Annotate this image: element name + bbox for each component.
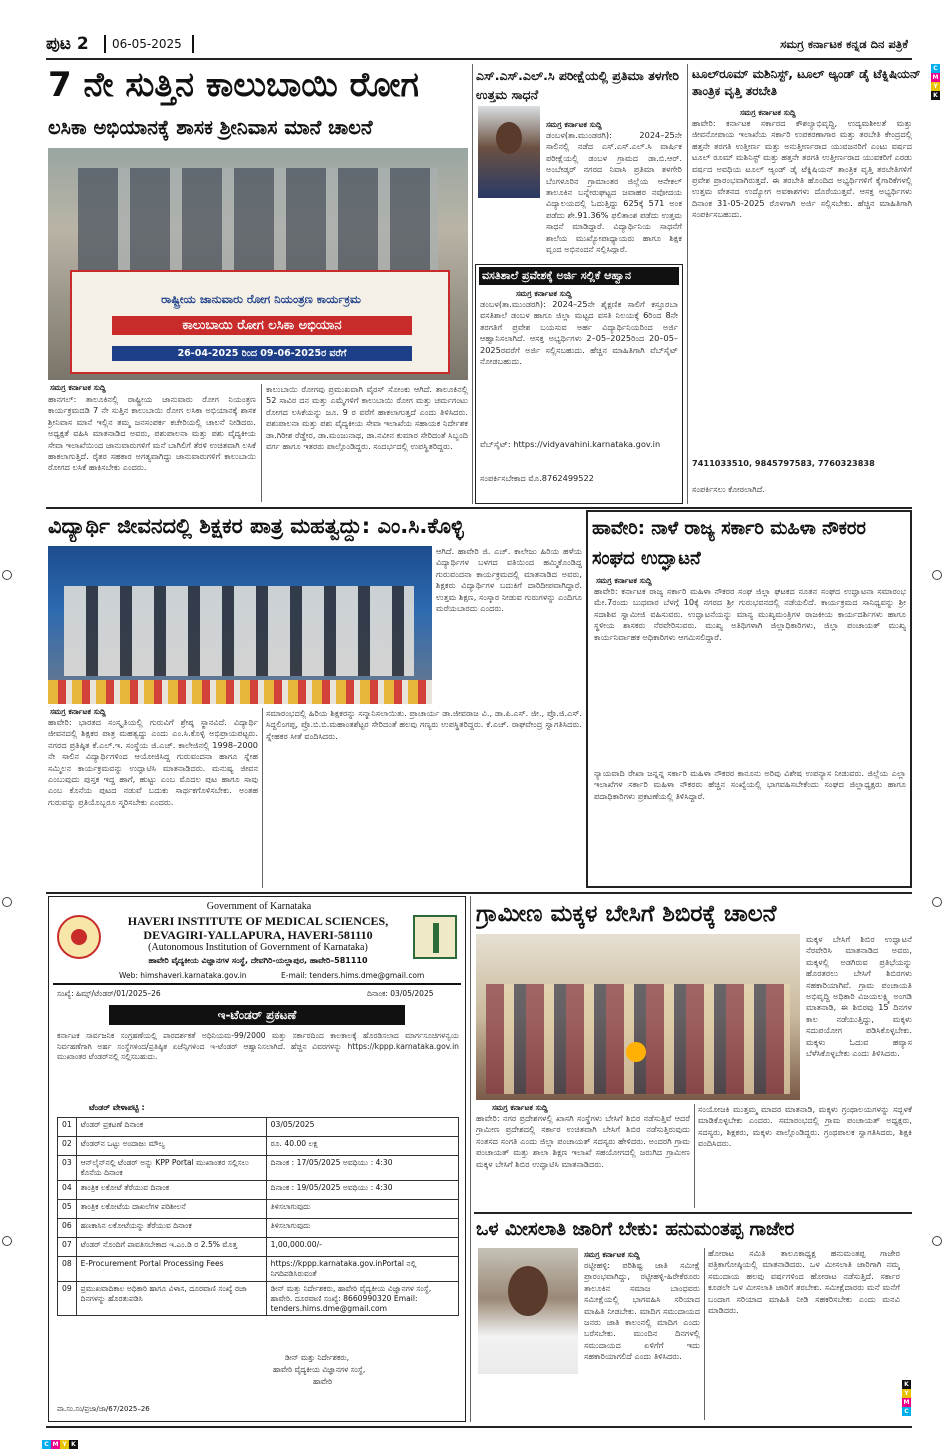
table-cell-no: 09 <box>58 1282 77 1316</box>
hostel-body: ಡಂಬಳ(ತಾ.ಮುಂಡರಗಿ): 2024–25ನೇ ಶೈಕ್ಷಣಿಕ ಸಾಲಿಗೆ ಕಸ್ತೂರಬಾ ವಸತಿಶಾಲೆ ಡಂಬಳ ಹಾಗೂ ಜಿಲ್ಲಾ ಮಟ್ಟದ ವಸತಿ ನಿಲಯಕ್ಕೆ 6ರಿಂದ 8ನೇ ತರಗತಿಗೆ ಪ್ರವೇಶ ಬಯಸುವ ಅರ್ಹ ವಿದ್ಯಾರ್ಥಿನಿಯರಿಂದ ಅರ್ಜಿ ಆಹ್ವಾನಿಸಲಾಗಿದೆ. ಆಸಕ್ತ ಅಭ್ಯರ್ಥಿಗಳು 2–05–2025ರಿಂದ 20–05–2025ರವರೆಗೆ ಅರ್ಜಿ ಸಲ್ಲಿಸಬಹುದು. ಹೆಚ್ಚಿನ ಮಾಹಿತಿಗಾಗಿ ವೆಬ್‌ಸೈಟ್ ನೋಡಬಹುದು. <box>480 299 678 367</box>
tender-sign3: ಹಾವೇರಿ <box>313 1377 333 1386</box>
women-story-box <box>586 510 912 888</box>
flower-decor <box>48 680 432 704</box>
camp-side-col: ಮಕ್ಕಳ ಬೇಸಿಗೆ ಶಿಬಿರ ಉದ್ಘಾಟನೆ ನೆರವೇರಿಸಿ ಮಾತನಾಡಿದ ಅವರು, ಮಕ್ಕಳಲ್ಲಿ ಅಡಗಿರುವ ಪ್ರತಿಭೆಯನ್ನು ಹೊರತರಲು ಬೇಸಿಗೆ ಶಿಬಿರಗಳು ಸಹಕಾರಿಯಾಗಿವೆ. ಗ್ರಾಮ ಪಂಚಾಯತಿ ಅಭಿವೃದ್ಧಿ ಅಧಿಕಾರಿ ವಿಜಯಲಕ್ಷ್ಮಿ ಅಂಗಡಿ ಮಾತನಾಡಿ, ಈ ಶಿಬಿರವು 15 ದಿನಗಳ ಕಾಲ ನಡೆಯುತ್ತಿದ್ದು, ಮಕ್ಕಳು ಸದುಪಯೋಗ ಪಡಿಸಿಕೊಳ್ಳಬೇಕು. ಮಕ್ಕಳು ಓದುವ ಹವ್ಯಾಸ ಬೆಳೆಸಿಕೊಳ್ಳಬೇಕು ಎಂದು ತಿಳಿಸಿದರು. <box>806 934 912 1059</box>
teacher-right-col: ಆಗಿದೆ. ಹಾವೇರಿ ಜಿ. ಎಚ್. ಕಾಲೇಜು ಹಿರಿಯ ಹಳೆಯ ವಿದ್ಯಾರ್ಥಿಗಳ ಬಳಗದ ವತಿಯಿಂದ ಹಮ್ಮಿಕೊಂಡಿದ್ದ ಗುರುವಂದನಾ ಕಾರ್ಯಕ್ರಮದಲ್ಲಿ ಮಾತನಾಡಿದ ಅವರು, ಶಿಕ್ಷಕರು ವಿದ್ಯಾರ್ಥಿಗಳ ಬದುಕಿಗೆ ದಾರಿದೀಪವಾಗಿದ್ದಾರೆ. ಉತ್ತಮ ಶಿಕ್ಷಣ, ಸಂಸ್ಕಾರ ನೀಡುವ ಗುರುಗಳನ್ನು ಎಂದಿಗೂ ಮರೆಯಬಾರದು ಎಂದರು. <box>436 546 582 614</box>
table-row <box>58 1219 459 1238</box>
tender-web[interactable]: Web: himshaveri.karnataka.gov.in <box>119 971 247 980</box>
banner-subtitle: ಕಾಲುಬಾಯಿ ರೋಗ ಲಸಿಕಾ ಅಭಿಯಾನ <box>112 316 412 335</box>
hostel-headline: ವಸತಿಶಾಲೆ ಪ್ರವೇಶಕ್ಕೆ ಅರ್ಜಿ ಸಲ್ಲಿಕೆ ಆಹ್ವಾನ <box>479 267 679 285</box>
lamp-flame <box>626 1042 646 1062</box>
page-bottom-rule <box>46 1426 912 1428</box>
teacher-body2: ಸಮಾರಂಭದಲ್ಲಿ ಹಿರಿಯ ಶಿಕ್ಷಕರನ್ನು ಸನ್ಮಾನಿಸಲಾಯಿತು. ಪ್ರಾಚಾರ್ಯ ಡಾ.ಜೀವರಾಜ ವಿ., ಡಾ.ಪಿ.ಎಸ್. ಜೀ., ಪ್ರೊ.ಜಿ.ಎಸ್. ಸಿದ್ದಲಿಂಗಪ್ಪ, ಪ್ರೊ.ಬಿ.ಬಿ.ಮಹಾಂತಶೆಟ್ಟರ ಸೇರಿದಂತೆ ಹಲವು ಗಣ್ಯರು ಉಪಸ್ಥಿತರಿದ್ದರು. ಕೆ.ಎಚ್. ರಾಘವೇಂದ್ರ ಸ್ವಾಗತಿಸಿದರು. ಸ್ನೇಹಕರ ಸೀತೆ ವಂದಿಸಿದರು. <box>266 708 582 741</box>
hostel-notice-box <box>475 264 683 504</box>
banner-title: ರಾಷ್ಟ್ರೀಯ ಜಾನುವಾರು ರೋಗ ನಿಯಂತ್ರಣ ಕಾರ್ಯಕ್ರಮ <box>161 292 361 306</box>
camp-headline: ಗ್ರಾಮೀಣ ಮಕ್ಕಳ ಬೇಸಿಗೆ ಶಿಬಿರಕ್ಕೆ ಚಾಲನೆ <box>476 901 777 927</box>
tender-gov-line: Government of Karnataka <box>206 901 312 912</box>
table-cell-item: ಟೆಂಡರ್‌ನ ಒಟ್ಟು ಅಂದಾಜು ಮೌಲ್ಯ <box>76 1137 266 1156</box>
lead-body-col1: ಹಾನಗಲ್: ತಾಲೂಕಿನಲ್ಲಿ ರಾಷ್ಟ್ರೀಯ ಜಾನುವಾರು ರೋಗ ನಿಯಂತ್ರಣ ಕಾರ್ಯಕ್ರಮದಡಿ 7 ನೇ ಸುತ್ತಿನ ಕಾಲುಬಾಯಿ ರೋಗ ಲಸಿಕಾ ಅಭಿಯಾನಕ್ಕೆ ಶಾಸಕ ಶ್ರೀನಿವಾಸ ಮಾನೆ ಇಲ್ಲಿನ ತಮ್ಮ ಜನಸಂಪರ್ಕ ಕಚೇರಿಯಲ್ಲಿ ಚಾಲನೆ ನೀಡಿದರು. ಅಧ್ಯಕ್ಷತೆ ವಹಿಸಿ ಮಾತನಾಡಿದ ಅವರು, ಪಶುಪಾಲನಾ ಮತ್ತು ಪಶು ವೈದ್ಯಕೀಯ ಸೇವಾ ಇಲಾಖೆಯಿಂದ ಜಾನುವಾರುಗಳಿಗೆ ಮನೆ ಬಾಗಿಲಿಗೆ ತೆರಳಿ ಉಚಿತವಾಗಿ ಲಸಿಕೆ ಹಾಕಲಾಗುತ್ತಿದೆ. ರೈತರ ಸಹಕಾರ ಅಗತ್ಯವಾಗಿದ್ದು ಜಾನುವಾರುಗಳಿಗೆ ಕಾಲುಬಾಯಿ ರೋಗದ ಲಸಿಕೆ ಹಾಕಿಸಬೇಕು ಎಂದರು. <box>48 394 256 473</box>
cmyk-strip-bottom: C M Y K <box>42 1440 78 1449</box>
tender-inst-line3: (Autonomous Institution of Government of Karnataka) <box>148 942 368 953</box>
hostel-link[interactable]: ವೆಬ್‌ಸೈಟ್: https://vidyavahini.karnataka.gov.in <box>480 439 661 449</box>
tender-ref: ಸಂಖ್ಯೆ: ಹಿಮ್ಸ್/ಟೆಂಡರ್/01/2025–26 <box>57 989 161 998</box>
camp-body: ಹಾವೇರಿ: ನಗರ ಪ್ರದೇಶಗಳಲ್ಲಿ ಖಾಸಗಿ ಸಂಸ್ಥೆಗಳು ಬೇಸಿಗೆ ಶಿಬಿರ ನಡೆಸುತ್ತಿವೆ ಆದರೆ ಗ್ರಾಮೀಣ ಪ್ರದೇಶದಲ್ಲಿ ಸರ್ಕಾರ ಉಚಿತವಾಗಿ ಬೇಸಿಗೆ ಶಿಬಿರ ನಡೆಸುತ್ತಿರುವುದು ಸಂತಸದ ಸಂಗತಿ ಎಂದು ಜಿಲ್ಲಾ ಪಂಚಾಯತ್ ಸದಸ್ಯರು ಹೇಳಿದರು. ಅಂದರಗಿ ಗ್ರಾಮ ಪಂಚಾಯತ್ ಮತ್ತು ಶಾಲಾ ಶಿಕ್ಷಣ ಇಲಾಖೆ ಸಹಯೋಗದಲ್ಲಿ ಜರುಗಿದ ಗ್ರಾಮೀಣ ಮಕ್ಕಳ ಬೇಸಿಗೆ ಶಿಬಿರ ಉದ್ಘಾಟಿಸಿ ಮಾತನಾಡಿದರು. <box>476 1113 690 1169</box>
table-cell-val: ತಿಳಿಸಲಾಗುವುದು <box>266 1200 458 1219</box>
table-row <box>58 1200 459 1219</box>
table-cell-item: ಪ್ರಮುಖವಾದಿಕಾಲ ಅಧಿಕಾರಿ ಹಾಗೂ ವಿಳಾಸ, ದೂರವಾಣಿ ಸಂಖ್ಯೆ ರಜಾ ದಿನಗಳನ್ನು ಹೊರತುಪಡಿಸಿ <box>76 1282 266 1316</box>
table-cell-val: https://kppp.karnataka.gov.inPortal ನಲ್ಲಿ ನಿಗದಿಪಡಿಸಿರುವಂತೆ <box>266 1257 458 1282</box>
column-divider <box>262 708 263 888</box>
tender-schedule-label: ಟೆಂಡರ್ ವೇಳಾಪಟ್ಟಿ : <box>89 1103 145 1112</box>
toolroom-headline: ಟೂಲ್‌ರೂಮ್ ಮಶಿನಿಸ್ಟ್, ಟೂಲ್ ಅ್ಯಂಡ್ ಡೈ ಟೆಕ್ನಿಷಿಯನ್ ತಾಂತ್ರಿಕ ವೃತ್ತಿ ತರಬೇತಿ <box>692 67 921 98</box>
quota-portrait <box>478 1248 578 1374</box>
table-row <box>58 1118 459 1137</box>
tender-ad <box>48 896 466 1422</box>
table-cell-no: 08 <box>58 1257 77 1282</box>
section-rule <box>46 892 912 894</box>
tender-sign1: ಡೀನ್ ಮತ್ತು ನಿರ್ದೇಶಕರು, <box>285 1353 349 1362</box>
karnataka-emblem <box>57 915 101 959</box>
quota-headline: ಒಳ ಮೀಸಲಾತಿ ಜಾರಿಗೆ ಬೇಕು: ಹನುಮಂತಪ್ಪ ಗಾಜೇರ <box>476 1219 795 1240</box>
women-headline: ಹಾವೇರಿ: ನಾಳೆ ರಾಜ್ಯ ಸರ್ಕಾರಿ ಮಹಿಳಾ ನೌಕರರ ಸಂಘದ ಉದ್ಘಾಟನೆ <box>592 518 866 569</box>
hostel-contact: ಸಂಪರ್ಕಿಸಬೇಕಾದ ಮೊ.8762499522 <box>480 473 594 483</box>
tender-schedule-table <box>57 1117 459 1316</box>
tender-table-wrap <box>57 1117 459 1316</box>
registration-mark <box>932 570 942 580</box>
table-row <box>58 1257 459 1282</box>
table-row <box>58 1282 459 1316</box>
teacher-body: ಹಾವೇರಿ: ಭಾರತದ ಸಂಸ್ಕೃತಿಯಲ್ಲಿ ಗುರುವಿಗೆ ಶ್ರೇಷ್ಠ ಸ್ಥಾನವಿದೆ. ವಿದ್ಯಾರ್ಥಿ ಜೀವನದಲ್ಲಿ ಶಿಕ್ಷಕರ ಪಾತ್ರ ಮಹತ್ವದ್ದು ಎಂದು ಎಂ.ಸಿ.ಕೊಳ್ಳಿ ಅಭಿಪ್ರಾಯಪಟ್ಟರು. ನಗರದ ಪ್ರತಿಷ್ಠಿತ ಕೆ.ಎಲ್.ಇ. ಸಂಸ್ಥೆಯ ಜಿ.ಎಚ್. ಕಾಲೇಜಿನಲ್ಲಿ 1998–2000 ನೇ ಸಾಲಿನ ವಿದ್ಯಾರ್ಥಿಗಳಿಂದ ಆಯೋಜಿಸಿದ್ದ ಗುರುವಂದನಾ ಹಾಗೂ ಸ್ನೇಹ ಸಮ್ಮಿಲನ ಕಾರ್ಯಕ್ರಮವನ್ನು ಉದ್ಘಾಟಿಸಿ ಮಾತನಾಡಿದರು. ಮನುಷ್ಯ ಜೀವನ ಎಂಬುವುದು ಪುಸ್ತಕ ಇದ್ದ ಹಾಗೆ, ಹುಟ್ಟು ಎಂಬ ಮೊದಲ ಪುಟ ಹಾಗೂ ಸಾವು ಎಂಬ ಕೊನೆಯ ಪುಟದ ನಡುವೆ ಬದುಕು ಸಾರ್ಥಕಗೊಳಿಸಬೇಕು. ಅಂತಹ ಗುರುವನ್ನು ಪ್ರತಿಯೊಬ್ಬರೂ ಸ್ಮರಿಸಬೇಕು ಎಂದರು. <box>48 717 258 807</box>
table-cell-item: ಟೆಂಡರ್ ನೊಂದಿಗೆ ಪಾವತಿಸಬೇಕಾದ ಇ.ಎಂ.ಡಿ ರ 2.5% ಮೊತ್ತ <box>76 1238 266 1257</box>
column-divider <box>472 64 473 504</box>
cmyk-strip-top: C M Y K <box>932 65 939 99</box>
lead-headline: 7 ನೇ ಸುತ್ತಿನ ಕಾಲುಬಾಯಿ ರೋಗ <box>48 65 419 105</box>
tender-email[interactable]: E-mail: tenders.hims.dme@gmail.com <box>281 971 425 980</box>
table-cell-val: 03/05/2025 <box>266 1118 458 1137</box>
table-cell-no: 06 <box>58 1219 77 1238</box>
column-divider <box>261 384 262 502</box>
tender-sign2: ಹಾವೇರಿ ವೈದ್ಯಕೀಯ ವಿಜ್ಞಾನಗಳ ಸಂಸ್ಥೆ, <box>273 1365 366 1374</box>
banner-dates: 26-04-2025 ರಿಂದ 09-06-2025ರ ವರೆಗೆ <box>112 346 412 361</box>
column-divider <box>704 1248 705 1420</box>
quota-byline: ಸಮಗ್ರ ಕರ್ನಾಟಕ ಸುದ್ದಿ <box>584 1250 640 1259</box>
table-cell-no: 07 <box>58 1238 77 1257</box>
tender-inst-kn: ಹಾವೇರಿ ವೈದ್ಯಕೀಯ ವಿಜ್ಞಾನಗಳ ಸಂಸ್ಥೆ, ದೇವಗಿರಿ-ಯಲ್ಲಾಪುರ, ಹಾವೇರಿ–581110 <box>148 956 368 965</box>
section-rule <box>474 1212 912 1214</box>
table-cell-no: 03 <box>58 1156 77 1181</box>
toolroom-body: ಹಾವೇರಿ: ಕರ್ನಾಟಕ ಸರ್ಕಾರದ ಕೌಶಲ್ಯಾಭಿವೃದ್ಧಿ, ಉದ್ಯಮಶೀಲತೆ ಮತ್ತು ಜೀವನೋಪಾಯ ಇಲಾಖೆಯ ಸರ್ಕಾರಿ ಉಪಕರಣಾಗಾರ ಮತ್ತು ತರಬೇತಿ ಕೇಂದ್ರದಲ್ಲಿ ಹತ್ತನೇ ತರಗತಿ ಉತ್ತೀರ್ಣ ಮತ್ತು ಅನುತ್ತೀರ್ಣರಾದ ಯುವಜನರಿಗೆ ಎಂಟು ವರ್ಷದ ಟೂಲ್ ರೂಮ್ ಮಶಿನಿಸ್ಟ್ ಮತ್ತು ಹತ್ತನೇ ತರಗತಿ ಉತ್ತೀರ್ಣರಾದ ಯುವಕರಿಗೆ ಎರಡು ವರ್ಷದ ಅವಧಿಯ ಟೂಲ್ ಆ್ಯಂಡ್ ಡೈ ಟೆಕ್ನಿಷಿಯನ್ ತಾಂತ್ರಿಕ ವೃತ್ತಿ ತರಬೇತಿಗಳಿಗೆ ಪ್ರವೇಶ ಪ್ರಾರಂಭವಾಗಿರುತ್ತದೆ. ಈ ತರಬೇತಿ ಹೊಂದಿದ ಅಭ್ಯರ್ಥಿಗಳಿಗೆ ಕೈಗಾರಿಕೆಗಳಲ್ಲಿ ಉತ್ತಮ ವೇತನದ ಉದ್ಯೋಗ ಅವಕಾಶಗಳು ದೊರೆಯುತ್ತವೆ. ಆಸಕ್ತ ಅಭ್ಯರ್ಥಿಗಳು ದಿನಾಂಕ 31-05-2025 ರೊಳಗಾಗಿ ಅರ್ಜಿ ಸಲ್ಲಿಸಬೇಕು. ಹೆಚ್ಚಿನ ಮಾಹಿತಿಗಾಗಿ ಸಂಪರ್ಕಿಸಬಹುದು. <box>692 118 912 220</box>
stage-people <box>64 586 414 676</box>
registration-mark <box>2 570 12 580</box>
masthead-divider <box>104 35 106 53</box>
camp-photo <box>476 934 800 1100</box>
hostel-byline: ಸಮಗ್ರ ಕರ್ನಾಟಕ ಸುದ್ದಿ <box>516 289 572 298</box>
table-cell-val: ದಿನಾಂಕ : 19/05/2025 ಅವಧಿಯು : 4:30 <box>266 1181 458 1200</box>
lead-body-col2: ಕಾಲುಬಾಯಿ ರೋಗವು ಪ್ರಮುಖವಾಗಿ ವೈರಸ್ ಸೋಂಕು ಆಗಿದೆ. ತಾಲೂಕಿನಲ್ಲಿ 52 ಸಾವಿರ ದನ ಮತ್ತು ಎಮ್ಮೆಗಳಿಗೆ ಕಾಲುಬಾಯಿ ರೋಗ ಮತ್ತು ಚರ್ಮಗಂಟು ರೋಗದ ಲಸಿಕೆಯನ್ನು ಜೂ. 9 ರ ವರೆಗೆ ಹಾಕಲಾಗುತ್ತದೆ ಎಂದು ತಿಳಿಸಿದರು. ಪಶುಪಾಲನಾ ಮತ್ತು ಪಶು ವೈದ್ಯಕೀಯ ಸೇವಾ ಇಲಾಖೆಯ ಸಹಾಯಕ ನಿರ್ದೇಶಕ ಡಾ.ಗಿರೀಶ ರೆಡ್ಡೇರ, ಡಾ.ಮಂಜುನಾಥ, ಡಾ.ನವೀನ ಕುಮಾರ ಸೇರಿದಂತೆ ಸಿಬ್ಬಂದಿ ವರ್ಗ ಹಾಗೂ ಇತರರು ಪಾಲ್ಗೊಂಡಿದ್ದರು. ಸಂದರ್ಭದಲ್ಲಿ ಉಪಸ್ಥಿತರಿದ್ದರು. <box>266 384 468 452</box>
masthead <box>46 34 912 56</box>
table-cell-val: ದಿನಾಂಕ : 17/05/2025 ಅವಧಿಯು : 4:30 <box>266 1156 458 1181</box>
tender-title: ಇ-ಟೆಂಡರ್ ಪ್ರಕಟಣೆ <box>109 1005 405 1025</box>
sslc-body: ಡಂಬಳ(ತಾ.ಮುಂಡರಗಿ): 2024–25ನೇ ಸಾಲಿನಲ್ಲಿ ನಡೆದ ಎಸ್.ಎಸ್.ಎಲ್.ಸಿ ವಾರ್ಷಿಕ ಪರೀಕ್ಷೆಯಲ್ಲಿ ಡಂಬಳ ಗ್ರಾಮದ ಡಾ.ಬಿ.ಆರ್. ಅಂಬೇಡ್ಕರ್ ನಗರದ ನಿವಾಸಿ ಪ್ರತಿಮಾ ತಳಗೇರಿ ಬೆಂಗಳೂರಿನ ಗ್ರಾಮಾಂತರ ಜಿಲ್ಲೆಯ ಆನೇಕಲ್ ತಾಲೂಕಿನ ಬನ್ನೇರುಘಟ್ಟದ ಜವಾಹರ ನವೋದಯ ವಿದ್ಯಾಲಯದಲ್ಲಿ ಓದುತ್ತಿದ್ದು 625ಕ್ಕೆ 571 ಅಂಕ ಪಡೆದು ಶೇ.91.36% ಫಲಿತಾಂಶ ಪಡೆದು ಉತ್ತಮ ಸಾಧನೆ ಮಾಡಿದ್ದಾರೆ. ವಿದ್ಯಾರ್ಥಿನಿಯ ಸಾಧನೆಗೆ ಶಾಲೆಯ ಮುಖ್ಯೋಪಾಧ್ಯಾಯರು ಹಾಗೂ ಶಿಕ್ಷಕ ವೃಂದ ಅಭಿನಂದನೆ ಸಲ್ಲಿಸಿದ್ದಾರೆ. <box>546 130 682 254</box>
column-divider <box>470 896 471 1422</box>
teacher-byline: ಸಮಗ್ರ ಕರ್ನಾಟಕ ಸುದ್ದಿ <box>50 707 106 716</box>
face <box>496 122 522 154</box>
lead-subheadline: ಲಸಿಕಾ ಅಭಿಯಾನಕ್ಕೆ ಶಾಸಕ ಶ್ರೀನಿವಾಸ ಮಾನೆ ಚಾಲನೆ <box>48 116 373 139</box>
cmyk-strip-bottom-right: K Y M C <box>903 1381 910 1415</box>
paper-name: ಸಮಗ್ರ ಕರ್ನಾಟಕ ಕನ್ನಡ ದಿನ ಪತ್ರಿಕೆ <box>780 37 908 51</box>
sslc-body-wide <box>478 200 542 254</box>
quota-col1: ರಟ್ಟೀಹಳ್ಳಿ: ಪರಿಶಿಷ್ಟ ಜಾತಿ ಸಮೀಕ್ಷೆ ಪ್ರಾರಂಭವಾಗಿದ್ದು, ರಟ್ಟೀಹಳ್ಳಿ-ಹಿರೇಕೆರೂರು ತಾಲೂಕಿನ ಸಮಾಜ ಬಾಂಧವರು ಸಮೀಕ್ಷೆಯಲ್ಲಿ ಭಾಗವಹಿಸಿ ಸರಿಯಾದ ಮಾಹಿತಿ ನೀಡಬೇಕು. ಮಾದಿಗ ಸಮುದಾಯದ ಜನರು ಜಾತಿ ಕಾಲಂನಲ್ಲಿ ಮಾದಿಗ ಎಂದು ಬರೆಸಬೇಕು. ಮುಂದಿನ ದಿನಗಳಲ್ಲಿ ಸಮುದಾಯದ ಏಳಿಗೆಗೆ ಇದು ಸಹಕಾರಿಯಾಗಲಿದೆ ಎಂದು ತಿಳಿಸಿದರು. <box>584 1260 700 1362</box>
sslc-byline: ಸಮಗ್ರ ಕರ್ನಾಟಕ ಸುದ್ದಿ <box>546 120 602 129</box>
table-row <box>58 1238 459 1257</box>
masthead-divider <box>192 35 194 53</box>
table-cell-item: ಹಣಕಾಸಿನ ಲಕೋಟೆಯನ್ನು ತೆರೆಯುವ ದಿನಾಂಕ <box>76 1219 266 1238</box>
women-byline: ಸಮಗ್ರ ಕರ್ನಾಟಕ ಸುದ್ದಿ <box>596 576 652 585</box>
masthead-rule <box>46 58 912 60</box>
sslc-headline: ಎಸ್.ಎಸ್.ಎಲ್.ಸಿ ಪರೀಕ್ಷೆಯಲ್ಲಿ ಪ್ರತಿಮಾ ತಳಗೇರಿ ಉತ್ತಮ ಸಾಧನೆ <box>476 68 680 102</box>
tender-inst-line2: DEVAGIRI-YALLAPURA, HAVERI-581110 <box>143 928 373 942</box>
campaign-banner <box>70 270 450 374</box>
people-silhouettes <box>78 168 438 278</box>
tender-divider <box>53 983 461 985</box>
tender-date: ದಿನಾಂಕ: 03/05/2025 <box>367 989 434 998</box>
women-body2: ನ್ಯಾಯವಾದಿ ರೇಖಾ ಜನ್ನನ್ನ ಸರ್ಕಾರಿ ಮಹಿಳಾ ನೌಕರರ ಕಾನೂನು ಅರಿವು ವಿಶೇಷ ಉಪನ್ಯಾಸ ನೀಡುವರು. ಜಿಲ್ಲೆಯ ಎಲ್ಲಾ ಇಲಾಖೆಗಳ ಸರ್ಕಾರಿ ಮಹಿಳಾ ನೌಕರರು ಹೆಚ್ಚಿನ ಸಂಖ್ಯೆಯಲ್ಲಿ ಭಾಗವಹಿಸಬೇಕೆಂದು ಸಂಘದ ಜಿಲ್ಲಾಧ್ಯಕ್ಷರು ಹಾಗೂ ಪದಾಧಿಕಾರಿಗಳು ಪ್ರಕಟಣೆಯಲ್ಲಿ ತಿಳಿಸಿದ್ದಾರೆ. <box>594 768 906 801</box>
table-cell-item: ಆನ್‌ಲೈನ್‌ನಲ್ಲಿ ಟೆಂಡರ್ ಅನ್ನು KPP Portal ಮುಖಾಂತರ ಸಲ್ಲಿಸಲು ಕೊನೆಯ ದಿನಾಂಕ <box>76 1156 266 1181</box>
registration-mark <box>2 1236 12 1246</box>
face <box>508 1266 548 1316</box>
toolroom-phones: 7411033510, 9845797583, 7760323838 <box>692 458 875 468</box>
hims-logo <box>413 915 457 959</box>
women-body: ಹಾವೇರಿ: ಕರ್ನಾಟಕ ರಾಜ್ಯ ಸರ್ಕಾರಿ ಮಹಿಳಾ ನೌಕರರ ಸಂಘ ಜಿಲ್ಲಾ ಘಟಕದ ನೂತನ ಸಂಘದ ಉದ್ಘಾಟನಾ ಸಮಾರಂಭ ಮೇ.7ರಂದು ಬುಧವಾರ ಬೆಳಗ್ಗೆ 10ಕ್ಕೆ ನಗರದ ಶ್ರೀ ಗುರುಭವನದಲ್ಲಿ ನಡೆಯಲಿದೆ. ಕಾರ್ಯಕ್ರಮದ ಸಾನಿಧ್ಯವನ್ನು ಶ್ರೀ ಸದಾಶಿವ ಸ್ವಾಮೀಜಿ ವಹಿಸುವರು. ಉದ್ಘಾಟನೆಯನ್ನು ಮಾನ್ಯ ಮುಖ್ಯಮಂತ್ರಿಗಳ ರಾಜಕೀಯ ಕಾರ್ಯದರ್ಶಿಗಳು ಹಾಗೂ ಸ್ಥಳೀಯ ಶಾಸಕರು ನೆರವೇರಿಸುವರು. ಮುಖ್ಯ ಅತಿಥಿಗಳಾಗಿ ಜಿಲ್ಲಾಧಿಕಾರಿಗಳು, ಜಿಲ್ಲಾ ಪಂಚಾಯತ್ ಮುಖ್ಯ ಕಾರ್ಯನಿರ್ವಾಹಕ ಅಧಿಕಾರಿಗಳು ಆಗಮಿಸಲಿದ್ದಾರೆ. <box>594 586 906 642</box>
toolroom-byline: ಸಮಗ್ರ ಕರ್ನಾಟಕ ಸುದ್ದಿ <box>740 108 796 117</box>
table-row <box>58 1181 459 1200</box>
table-cell-val: ತಿಳಿಸಲಾಗುವುದು <box>266 1219 458 1238</box>
registration-mark <box>2 897 12 907</box>
table-cell-item: ತಾಂತ್ರಿಕ ಲಕೋಟೆಯ ದಾಖಲೆಗಳ ಪರಿಶೀಲನೆ <box>76 1200 266 1219</box>
tender-footer-ref: ವಾ.ಸಂ.ಸಂ/ಪ್ರಜಾ/ಜಾ/67/2025–26 <box>57 1405 150 1413</box>
table-row <box>58 1137 459 1156</box>
teacher-headline: ವಿದ್ಯಾರ್ಥಿ ಜೀವನದಲ್ಲಿ ಶಿಕ್ಷಕರ ಪಾತ್ರ ಮಹತ್ವದ್ದು: ಎಂ.ಸಿ.ಕೊಳ್ಳಿ <box>48 514 464 538</box>
column-divider <box>687 64 688 504</box>
lead-byline: ಸಮಗ್ರ ಕರ್ನಾಟಕ ಸುದ್ದಿ <box>50 383 106 392</box>
column-divider <box>694 1104 695 1208</box>
camp-byline: ಸಮಗ್ರ ಕರ್ನಾಟಕ ಸುದ್ದಿ <box>492 1103 548 1112</box>
teacher-photo <box>48 546 432 704</box>
registration-mark <box>932 1236 942 1246</box>
sslc-student-photo <box>478 106 540 198</box>
toolroom-tail: ಸಂಪರ್ಕಿಸಲು ಕೋರಲಾಗಿದೆ. <box>692 484 765 494</box>
registration-mark <box>932 897 942 907</box>
page-date: 06-05-2025 <box>112 37 182 51</box>
camp-body2: ಸಂಯೋಜಕಿ ಮುತ್ತಮ್ಮ ಮಾದರ ಮಾತನಾಡಿ, ಮಕ್ಕಳು ಗ್ರಂಥಾಲಯಗಳನ್ನು ಸದ್ಬಳಕೆ ಮಾಡಿಕೊಳ್ಳಬೇಕು ಎಂದರು. ಸಮಾರಂಭದಲ್ಲಿ ಗ್ರಾಮ ಪಂಚಾಯತ್ ಅಧ್ಯಕ್ಷರು, ಸದಸ್ಯರು, ಶಿಕ್ಷಕರು, ಮಕ್ಕಳು ಪಾಲ್ಗೊಂಡಿದ್ದರು. ಗ್ರಂಥಪಾಲಕ ಸ್ವಾಗತಿಸಿದರು, ಶಿಕ್ಷಕಿ ವಂದಿಸಿದರು. <box>698 1104 912 1149</box>
table-cell-no: 02 <box>58 1137 77 1156</box>
table-cell-no: 04 <box>58 1181 77 1200</box>
table-cell-item: E-Procurement Portal Processing Fees <box>76 1257 266 1282</box>
table-cell-item: ತಾಂತ್ರಿಕ ಲಕೋಟೆ ತೆರೆಯುವ ದಿನಾಂಕ <box>76 1181 266 1200</box>
table-cell-no: 05 <box>58 1200 77 1219</box>
children-group <box>486 984 790 1094</box>
table-row <box>58 1156 459 1181</box>
logo-cross <box>433 923 439 953</box>
tender-intro: ಕರ್ನಾಟಕ ಸಾರ್ವಜನಿಕ ಸಂಗ್ರಹಣೆಯಲ್ಲಿ ಪಾರದರ್ಶಕತೆ ಅಧಿನಿಯಮ-99/2000 ಮತ್ತು ಸರ್ಕಾರದಿಂದ ಕಾಲಕಾಲಕ್ಕೆ ಹೊರಡಿಸಲಾದ ಮಾರ್ಗಸೂಚಿಗಳನ್ವಯ ನಿರ್ವಹಣೆಗಾಗಿ ಅರ್ಹ ಸಂಸ್ಥೆಗಳಿಂದ/ಪ್ರತಿಷ್ಠಿತ ಏಜೆನ್ಸಿಗಳಿಂದ ಇ-ಟೆಂಡರ್ ಆಹ್ವಾನಿಸಲಾಗಿದೆ. ಹೆಚ್ಚಿನ ವಿವರಗಳನ್ನು https://kppp.karnataka.gov.in ಮುಖಾಂತರ ಟೆಂಡರ್‌ನಲ್ಲಿ ಸಲ್ಲಿಸಬಹುದು. <box>57 1031 459 1061</box>
lead-photo <box>48 148 468 380</box>
table-cell-item: ಟೆಂಡರ್ ಪ್ರಕಟಣೆ ದಿನಾಂಕ <box>76 1118 266 1137</box>
table-cell-val: ರೂ. 40.00 ಲಕ್ಷ <box>266 1137 458 1156</box>
page-label: ಪುಟ 2 <box>46 34 89 54</box>
table-cell-no: 01 <box>58 1118 77 1137</box>
emblem-center <box>71 929 87 945</box>
table-cell-val: 1,00,000.00/- <box>266 1238 458 1257</box>
quota-col2: ಹೋರಾಟ ಸಮಿತಿ ತಾಲೂಕಾಧ್ಯಕ್ಷ ಹನುಮಂತಪ್ಪ ಗಾಜೇರ ಪತ್ರಿಕಾಗೋಷ್ಠಿಯಲ್ಲಿ ಮಾತನಾಡಿದರು. ಒಳ ಮೀಸಲಾತಿ ಜಾರಿಗಾಗಿ ನಮ್ಮ ಸಮುದಾಯ ಹಲವು ವರ್ಷಗಳಿಂದ ಹೋರಾಟ ನಡೆಸುತ್ತಿದೆ. ಸರ್ಕಾರ ಕೂಡಲೇ ಒಳ ಮೀಸಲಾತಿ ಜಾರಿಗೆ ತರಬೇಕು. ಸಮೀಕ್ಷೆದಾರರು ಮನೆ ಮನೆಗೆ ಬಂದಾಗ ಸರಿಯಾದ ಮಾಹಿತಿ ನೀಡಿ ಸಹಕರಿಸಬೇಕು ಎಂದು ಮನವಿ ಮಾಡಿದರು. <box>708 1248 900 1316</box>
section-rule <box>46 507 912 509</box>
tender-inst-line1: HAVERI INSTITUTE OF MEDICAL SCIENCES, <box>127 914 389 928</box>
table-cell-val: ಡೀನ್ ಮತ್ತು ನಿರ್ದೇಶಕರು, ಹಾವೇರಿ ವೈದ್ಯಕೀಯ ವಿಜ್ಞಾನಗಳ ಸಂಸ್ಥೆ, ಹಾವೇರಿ. ದೂರವಾಣಿ ಸಂಖ್ಯೆ: 8660990320 Email: tenders.hims.dme@gmail.com <box>266 1282 458 1316</box>
